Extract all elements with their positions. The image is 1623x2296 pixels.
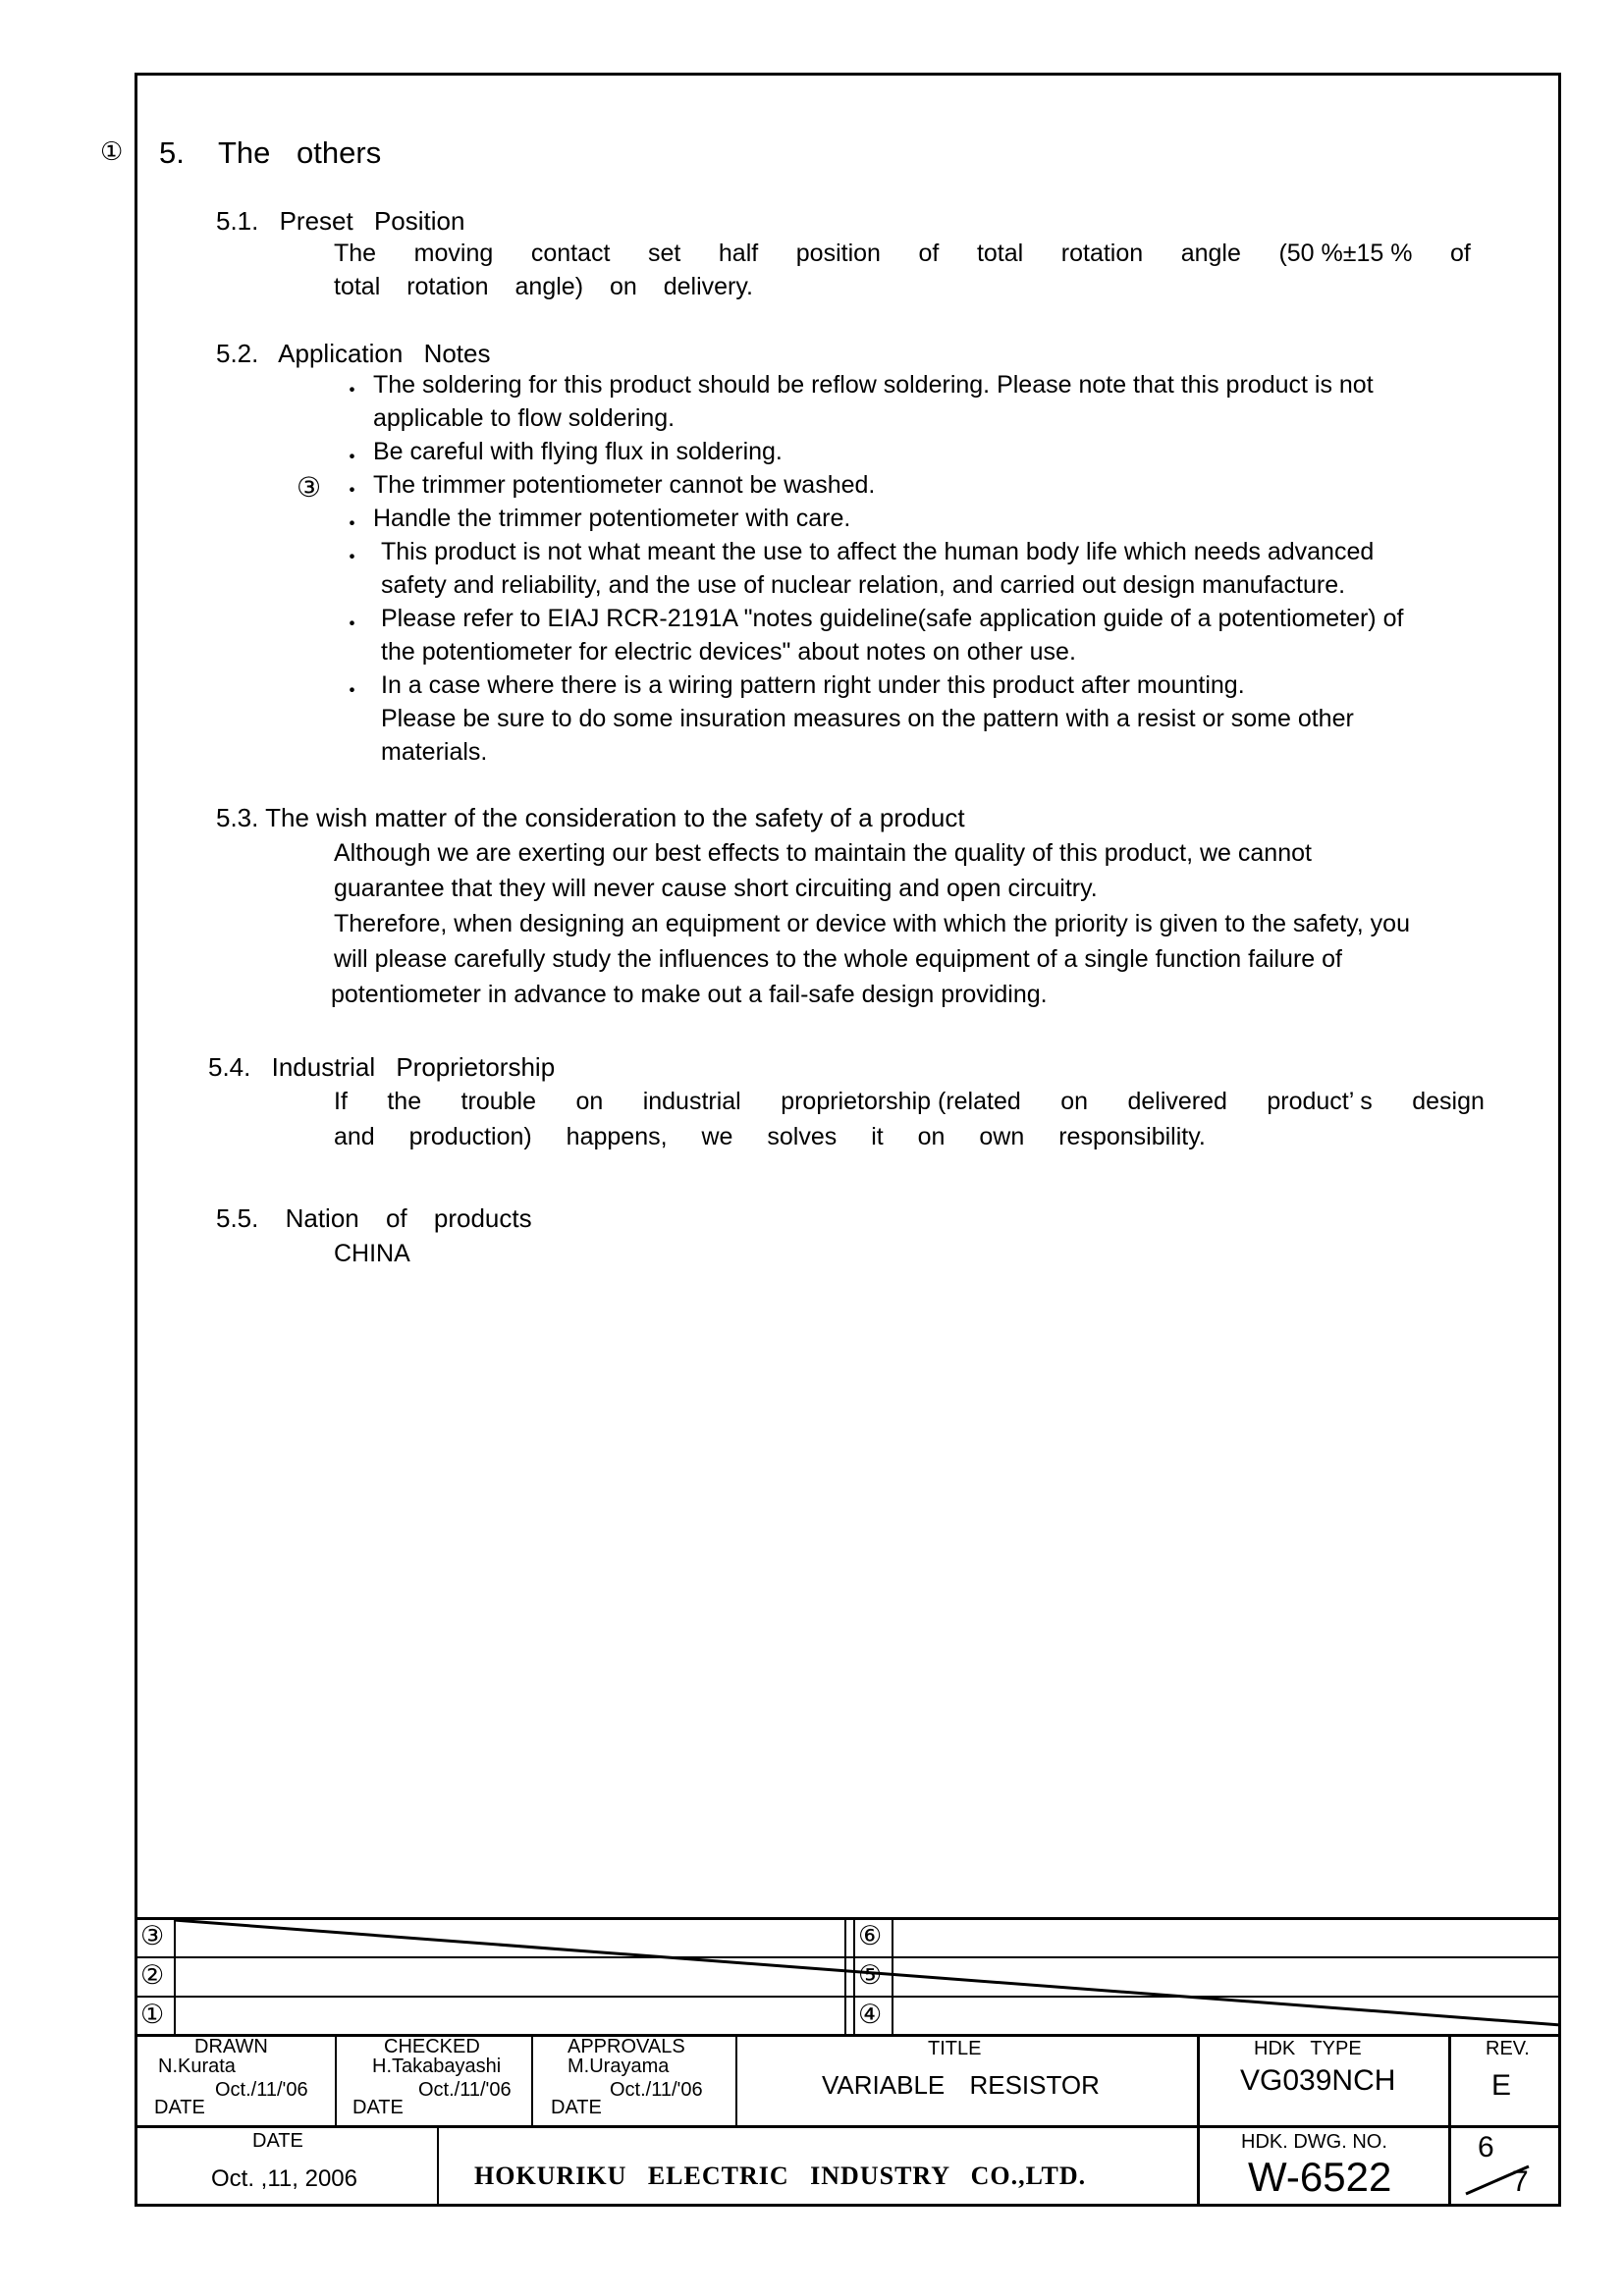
- s51-line2: total rotation angle) on delivery.: [334, 273, 753, 300]
- s54-word: on: [575, 1088, 604, 1115]
- title-block: [135, 1917, 1561, 2207]
- type-value: VG039NCH: [1240, 2064, 1396, 2097]
- s51-line1: [334, 240, 1471, 268]
- s53-line: will please carefully study the influences to the whole equipment of a single function failure of: [334, 945, 1342, 973]
- revision-cancel-diagonal: [135, 1917, 1561, 2037]
- approvals-name: M.Urayama: [568, 2056, 670, 2077]
- issue-date-label: DATE: [252, 2130, 303, 2152]
- approvals-date: Oct./11/'06: [610, 2079, 703, 2101]
- s51-word: of: [918, 240, 940, 267]
- s51-word: rotation: [1060, 240, 1144, 267]
- dwg-no-value: W-6522: [1248, 2154, 1392, 2200]
- list-item: The soldering for this product should be reflow soldering. Please note that this product is not: [373, 371, 1374, 399]
- checked-date: Oct./11/'06: [418, 2079, 512, 2101]
- s55-heading: 5.5. Nation of products: [216, 1203, 532, 1233]
- dwg-no-label: HDK. DWG. NO.: [1241, 2131, 1387, 2153]
- list-item: Handle the trimmer potentiometer with care.: [373, 505, 851, 532]
- s51-word: contact: [530, 240, 611, 267]
- type-label: HDK TYPE: [1254, 2038, 1362, 2059]
- bullet-icon: ・: [340, 376, 365, 404]
- s51-word: set: [647, 240, 681, 267]
- s54-line2: and production) happens, we solves it on own responsibility.: [334, 1123, 1206, 1150]
- rev-label: REV.: [1486, 2038, 1530, 2059]
- s54-word: industrial: [642, 1088, 741, 1115]
- checked-name: H.Takabayashi: [372, 2056, 502, 2077]
- s51-word: position: [795, 240, 881, 267]
- rev-row-mark: ⑥: [858, 1921, 883, 1950]
- rev-value: E: [1491, 2069, 1512, 2102]
- s51-word: moving: [413, 240, 494, 267]
- bullet-icon: ・: [340, 476, 365, 505]
- list-item-cont: applicable to flow soldering.: [373, 404, 676, 432]
- rev-row-mark: ①: [140, 2000, 165, 2029]
- section-number: 5.: [159, 135, 185, 170]
- s53-line: Although we are exerting our best effects to maintain the quality of this product, we cannot: [334, 839, 1312, 867]
- s54-word: trouble: [460, 1088, 536, 1115]
- s54-heading: 5.4. Industrial Proprietorship: [208, 1052, 556, 1082]
- company-name: HOKURIKU ELECTRIC INDUSTRY CO.,LTD.: [474, 2162, 1087, 2190]
- drawn-label: DRAWN: [194, 2036, 268, 2057]
- s51-word: The: [334, 240, 377, 267]
- sheet-number: 6: [1478, 2131, 1494, 2163]
- s54-word: the: [387, 1088, 422, 1115]
- bullet-icon: ・: [340, 610, 365, 638]
- list-item-cont: safety and reliability, and the use of nuclear relation, and carried out design manufacture.: [381, 571, 1346, 599]
- s54-word: design: [1412, 1088, 1485, 1115]
- approvals-label: APPROVALS: [568, 2036, 685, 2057]
- list-item-cont: Please be sure to do some insuration measures on the pattern with a resist or some other: [381, 705, 1354, 732]
- s52-heading: 5.2. Application Notes: [216, 339, 491, 368]
- s51-word: (50 %±15 %: [1278, 240, 1413, 267]
- s54-word: product’ s: [1267, 1088, 1373, 1115]
- title-label: TITLE: [928, 2038, 982, 2059]
- s54-word: on: [1060, 1088, 1089, 1115]
- s51-heading: 5.1. Preset Position: [216, 206, 465, 236]
- rule: [735, 2035, 737, 2126]
- bullet-icon: ・: [340, 443, 365, 471]
- rev-row-mark: ③: [140, 1921, 165, 1950]
- drawn-name: N.Kurata: [158, 2056, 236, 2077]
- drawn-date: Oct./11/'06: [215, 2079, 308, 2101]
- issue-date: Oct. ,11, 2006: [211, 2165, 357, 2192]
- section-title: The others: [218, 135, 382, 170]
- s54-word: delivered: [1127, 1088, 1227, 1115]
- rule: [1197, 2035, 1200, 2207]
- s51-word: half: [718, 240, 759, 267]
- s54-word: proprietorship (related: [781, 1088, 1021, 1115]
- title-value: VARIABLE RESISTOR: [822, 2070, 1100, 2100]
- rule: [531, 2035, 533, 2126]
- s53-line: potentiometer in advance to make out a fail-safe design providing.: [331, 981, 1048, 1008]
- rev-row-mark: ④: [858, 2000, 883, 2029]
- sheet-total: 7: [1512, 2165, 1529, 2198]
- rule: [335, 2035, 337, 2126]
- rule: [1448, 2035, 1451, 2207]
- list-item-cont: materials.: [381, 738, 488, 766]
- rule: [135, 2125, 1561, 2128]
- s55-value: CHINA: [334, 1240, 410, 1267]
- s53-heading: 5.3. The wish matter of the consideration to the safety of a product: [216, 803, 965, 832]
- revision-mark: ①: [100, 137, 124, 167]
- rule: [437, 2126, 439, 2207]
- checked-label: CHECKED: [384, 2036, 480, 2057]
- list-item-cont: the potentiometer for electric devices" about notes on other use.: [381, 638, 1076, 666]
- rev-row-mark: ②: [140, 1960, 165, 1990]
- s54-word: If: [334, 1088, 348, 1115]
- s51-word: total: [976, 240, 1024, 267]
- rev-row-mark: ⑤: [858, 1960, 883, 1990]
- approvals-date-label: DATE: [551, 2097, 602, 2118]
- s52-revision-mark: ③: [297, 471, 322, 504]
- drawn-date-label: DATE: [154, 2097, 205, 2118]
- bullet-icon: ・: [340, 543, 365, 571]
- s53-line: guarantee that they will never cause short circuiting and open circuitry.: [334, 875, 1098, 902]
- s53-line: Therefore, when designing an equipment or device with which the priority is given to the safety, you: [334, 910, 1410, 937]
- list-item: The trimmer potentiometer cannot be washed.: [373, 471, 876, 499]
- s54-line1: [334, 1088, 1485, 1116]
- list-item: Please refer to EIAJ RCR-2191A "notes guideline(safe application guide of a potentiometer) of: [381, 605, 1404, 632]
- list-item: This product is not what meant the use to affect the human body life which needs advanced: [381, 538, 1375, 565]
- checked-date-label: DATE: [352, 2097, 404, 2118]
- bullet-icon: ・: [340, 676, 365, 705]
- s51-word: angle: [1180, 240, 1241, 267]
- list-item: In a case where there is a wiring pattern right under this product after mounting.: [381, 671, 1245, 699]
- s51-word: of: [1450, 240, 1471, 267]
- list-item: Be careful with flying flux in soldering.: [373, 438, 783, 465]
- bullet-icon: ・: [340, 509, 365, 538]
